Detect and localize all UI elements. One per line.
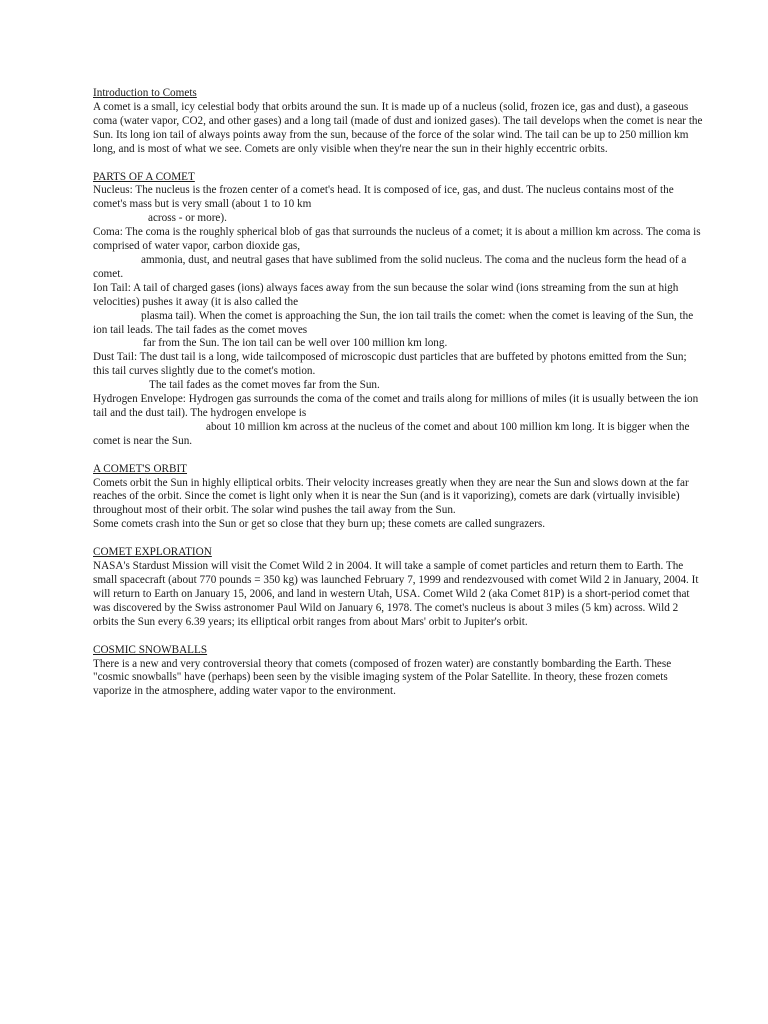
introduction-paragraph: A comet is a small, icy celestial body that orbits around the sun. It is made up of a nucleus (solid, frozen ice, gas and dust), a gaseous coma (water vapor, CO2, and other gases) and a long tail (made of dust and ionized gases). The tail develops when the comet is near the Sun. Its long ion tail of always points away from the sun, because of the force of the solar wind. The tail can be up to 250 million km long, and is most of what we see. Comets are only visible when they're near the sun in their highly eccentric orbits. [93,100,703,155]
ion-tail-continuation-text: plasma tail). When the comet is approaching the Sun, the ion tail trails the comet: when the comet is leaving of the Sun, the ion tail leads. The tail fades as the comet moves [93,309,694,336]
section-heading-exploration: COMET EXPLORATION [93,546,212,559]
nucleus-continuation: across - or more). [148,212,227,225]
sungrazers-paragraph: Some comets crash into the Sun or get so close that they burn up; these comets are called sungrazers. [93,518,546,531]
orbit-paragraph: Comets orbit the Sun in highly elliptical orbits. Their velocity increases greatly when they are near the Sun and slows down at the far reaches of the orbit. Since the comet is light only when it is near the Sun (and is it vaporizing), comets are dark (virtually invisible) throughout most of their orbit. The solar wind pushes the tail away from the Sun. [93,476,689,517]
section-spacer [93,532,705,546]
dust-tail-continuation: The tail fades as the comet moves far from the Sun. [149,379,380,392]
coma-continuation-text: ammonia, dust, and neutral gases that have sublimed from the solid nucleus. The coma and the nucleus form the head of a comet. [93,253,687,280]
section-spacer [93,630,705,644]
exploration-paragraph: NASA's Stardust Mission will visit the Comet Wild 2 in 2004. It will take a sample of comet particles and return them to Earth. The small spacecraft (about 770 pounds = 350 kg) was launched February 7, 1999 and rendezvoused with comet Wild 2 in January, 2004. It will return to Earth on January 15, 2006, and land in western Utah, USA. Comet Wild 2 (aka Comet 81P) is a short-period comet that was discovered by the Swiss astronomer Paul Wild on January 6, 1978. The comet's nucleus is about 3 miles (5 km) across. Wild 2 orbits the Sun every 6.39 years; its elliptical orbit ranges from about Mars' orbit to Jupiter's orbit. [93,560,699,628]
section-parts [93,171,705,449]
hydrogen-envelope-continuation [93,421,705,449]
section-introduction [93,87,705,157]
document-page [93,87,705,699]
dust-tail-paragraph: Dust Tail: The dust tail is a long, wide tailcomposed of microscopic dust particles that are buffeted by photons emitted from the Sun; this tail curves slightly due to the comet's motion. [93,351,687,378]
section-heading-snowballs: COSMIC SNOWBALLS [93,643,208,656]
snowballs-paragraph: There is a new and very controversial theory that comets (composed of frozen water) are constantly bombarding the Earth. These "cosmic snowballs" have (perhaps) been seen by the visible imaging system of the Polar Satellite. In theory, these frozen comets vaporize in the atmosphere, adding water vapor to the environment. [93,657,672,698]
section-heading-orbit: A COMET'S ORBIT [93,462,188,475]
section-spacer [93,157,705,171]
section-snowballs [93,644,705,700]
coma-continuation [93,254,705,282]
section-orbit [93,463,705,533]
section-spacer [93,449,705,463]
section-heading-introduction: Introduction to Comets [93,87,197,99]
hydrogen-envelope-paragraph: Hydrogen Envelope: Hydrogen gas surrounds the coma of the comet and trails along for millions of miles (it is usually between the ion tail and the dust tail). The hydrogen envelope is [93,393,699,419]
hydrogen-envelope-continuation-text: about 10 million km across at the nucleus of the comet and about 100 million km long. It is bigger when the comet is near the Sun. [93,420,690,447]
section-heading-parts: PARTS OF A COMET [93,170,195,183]
nucleus-paragraph: Nucleus: The nucleus is the frozen center of a comet's head. It is composed of ice, gas, and dust. The nucleus contains most of the comet's mass but is very small (about 1 to 10 km [93,184,674,211]
ion-tail-continuation [93,310,705,338]
section-exploration [93,546,705,629]
coma-paragraph: Coma: The coma is the roughly spherical blob of gas that surrounds the nucleus of a comet; it is about a million km across. The coma is comprised of water vapor, carbon dioxide gas, [93,226,701,253]
ion-tail-ending: far from the Sun. The ion tail can be well over 100 million km long. [143,337,448,350]
ion-tail-paragraph: Ion Tail: A tail of charged gases (ions) always faces away from the sun because the solar wind (ions streaming from the sun at high velocities) pushes it away (it is also called the [93,281,679,308]
